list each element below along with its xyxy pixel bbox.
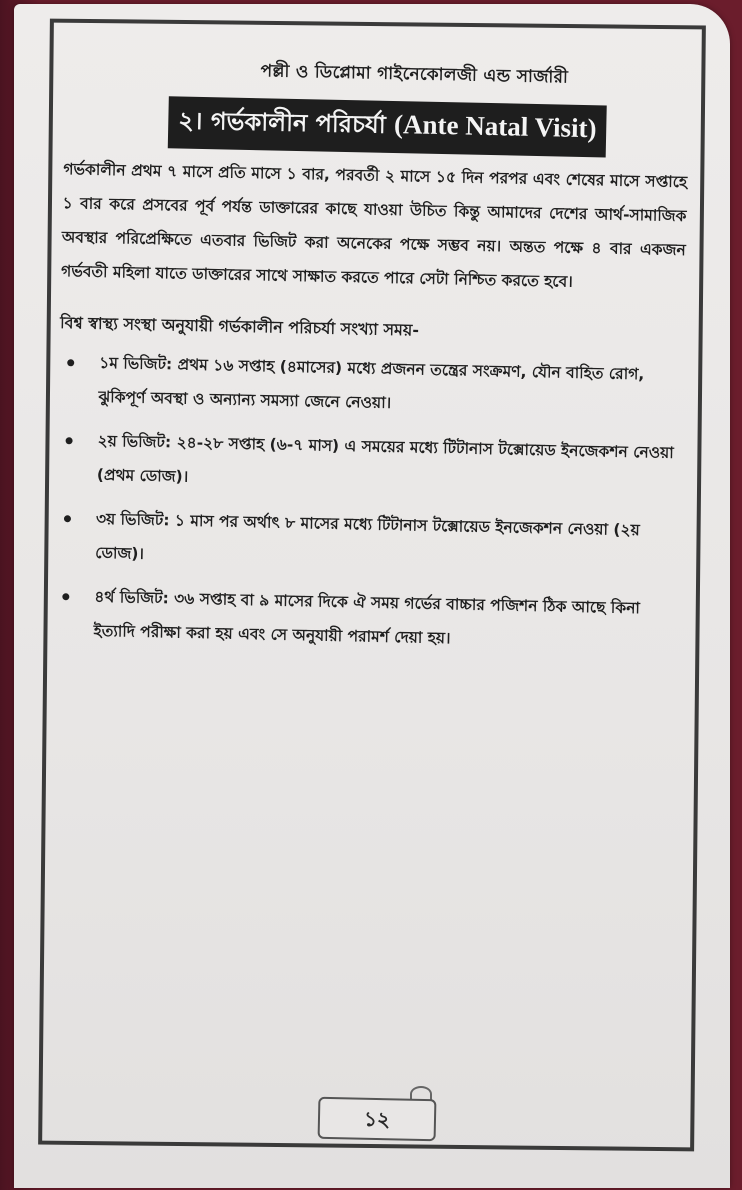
bullet-icon xyxy=(66,437,73,444)
list-item xyxy=(53,579,678,660)
visit-list xyxy=(53,345,683,660)
intro-paragraph: গর্ভকালীন প্রথম ৭ মাসে প্রতি মাসে ১ বার, পরবর্তী ২ মাসে ১৫ দিন পরপর এবং শেষের মাসে সপ্তাহে ১ বার করে প্রসবের পূর্ব পর্যন্ত ডাক্তারের কাছে যাওয়া উচিত কিন্তু আমাদের দেশের আর্থ-সামাজিক অবস্থার পরিপ্রেক্ষিতে এতবার ভিজিট করা অনেকের পক্ষে সম্ভব নয়। অন্তত পক্ষে ৪ বার একজন গর্ভবতী মহিলা যাতে ডাক্তারের সাথে সাক্ষাত করতে পারে সেটা নিশ্চিত করতে হবে। xyxy=(60,160,688,291)
section-title xyxy=(168,96,607,157)
section-title-bn: ২। গর্ভকালীন পরিচর্যা xyxy=(178,105,387,139)
bullet-icon xyxy=(64,515,71,522)
list-item xyxy=(55,501,680,582)
bullet-icon xyxy=(62,593,69,600)
visit-text: ১ মাস পর অর্থাৎ ৮ মাসের মধ্যে টিটানাস টক্সোয়েড ইনজেকশন নেওয়া (২য় ডোজ)। xyxy=(95,511,640,563)
list-item xyxy=(57,423,682,504)
who-schedule-heading: বিশ্ব স্বাস্থ্য সংস্থা অনুযায়ী গর্ভকালীন পরিচর্যা সংখ্যা সময়- xyxy=(59,313,420,340)
bullet-icon xyxy=(67,359,74,366)
section-title-en: (Ante Natal Visit) xyxy=(393,109,597,144)
visit-text: ৩৬ সপ্তাহ বা ৯ মাসের দিকে ঐ সময় গর্ভের বাচ্চার পজিশন ঠিক আছে কিনা ইত্যাদি পরীক্ষা করা হয় এবং সে অনুযায়ী পরামর্শ দেয়া হয়। xyxy=(93,589,641,648)
visit-text: ২৪-২৮ সপ্তাহ (৬-৭ মাস) এ সময়ের মধ্যে টিটানাস টক্সোয়েড ইনজেকশন নেওয়া (প্রথম ডোজ)। xyxy=(96,433,674,486)
running-head: পল্লী ও ডিপ্লোমা গাইনেকোলজী এন্ড সার্জারী xyxy=(260,61,569,88)
visit-text: প্রথম ১৬ সপ্তাহ (৪মাসের) মধ্যে প্রজনন তন্ত্রের সংক্রমণ, যৌন বাহিত রোগ, ঝুকিপূর্ণ অবস্থা ও অন্যান্য সমস্যা জেনে নেওয়া। xyxy=(98,355,645,413)
visit-label: ৪র্থ ভিজিট: xyxy=(94,587,169,608)
page-content xyxy=(47,40,700,670)
visit-label: ১ম ভিজিট: xyxy=(99,353,173,374)
visit-label: ৩য় ভিজিট: xyxy=(95,509,170,530)
page-number: ১২ xyxy=(318,1097,437,1141)
list-item xyxy=(58,345,683,426)
visit-label: ২য় ভিজিট: xyxy=(97,431,172,452)
